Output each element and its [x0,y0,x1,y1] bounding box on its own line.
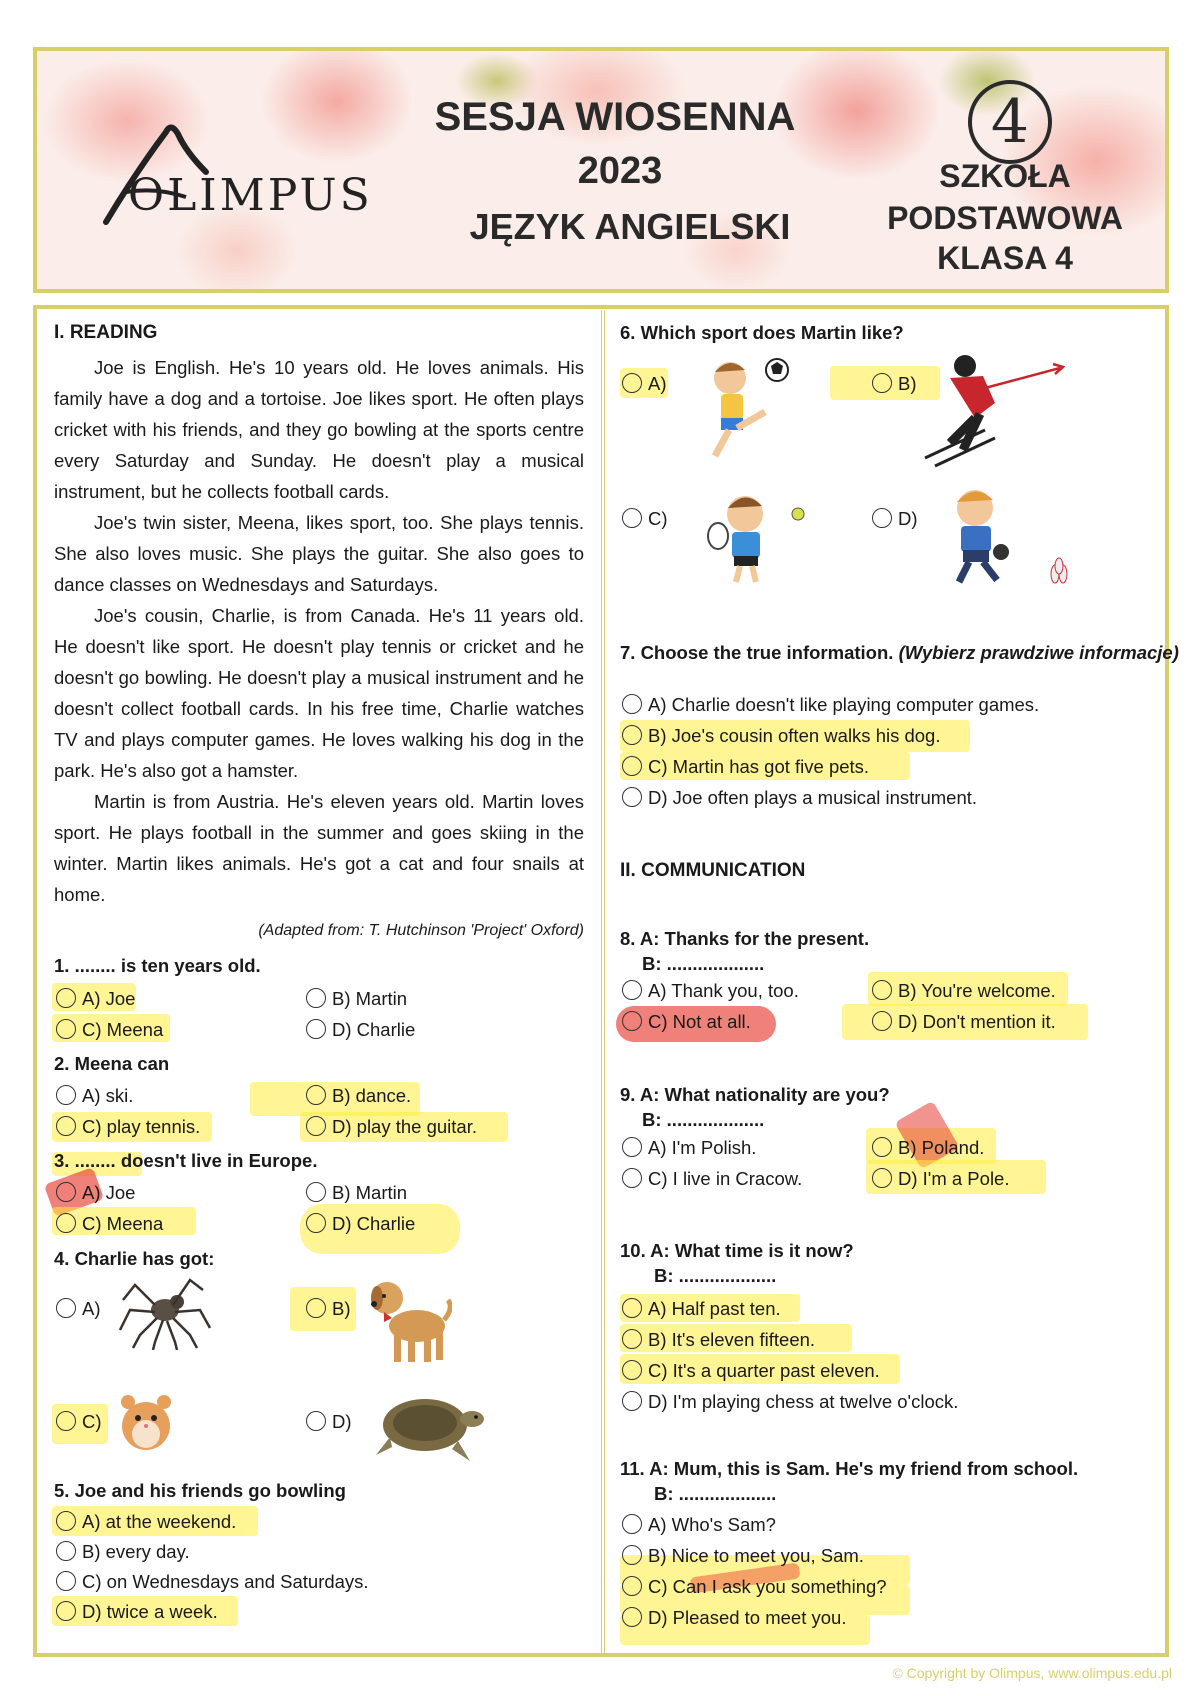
radio-circle[interactable] [56,1541,76,1561]
option-label: D) Pleased to meet you. [648,1607,847,1628]
q9-option-c[interactable] [622,1166,802,1192]
q3-option-c[interactable] [56,1211,163,1237]
radio-circle[interactable] [306,1213,326,1233]
q8-stem: 8. A: Thanks for the present. [620,928,870,949]
radio-circle[interactable] [56,1213,76,1233]
radio-circle[interactable] [306,988,326,1008]
q11-stem: 11. A: Mum, this is Sam. He's my friend from school. [620,1458,1079,1479]
option-label: D) Charlie [332,1019,416,1040]
radio-circle[interactable] [622,725,642,745]
option-label: D) Charlie [332,1213,416,1234]
q5-option-a[interactable] [56,1509,236,1535]
radio-circle[interactable] [622,787,642,807]
q8-answer-line: B: ................... [642,953,765,974]
q7-option-d[interactable] [622,785,977,811]
option-label: A) Half past ten. [648,1298,781,1319]
q11-option-a[interactable] [622,1512,776,1538]
school-line-3: KLASA 4 [937,240,1073,276]
radio-circle[interactable] [56,1571,76,1591]
option-label: B) Poland. [898,1137,985,1158]
option-label: D) play the guitar. [332,1116,477,1137]
tortoise-image [370,1385,485,1465]
school-line-2: PODSTAWOWA [887,200,1123,236]
q11-option-c[interactable] [622,1574,887,1600]
option-label: B) Joe's cousin often walks his dog. [648,725,941,746]
q5-option-c[interactable] [56,1569,369,1595]
option-label: C) I live in Cracow. [648,1168,803,1189]
q4-option-a[interactable] [56,1296,101,1322]
radio-circle[interactable] [622,980,642,1000]
q5-stem: 5. Joe and his friends go bowling [54,1480,346,1501]
radio-circle[interactable] [56,1511,76,1531]
q2-option-a[interactable] [56,1083,133,1109]
q10-option-c[interactable] [622,1358,880,1384]
subject-title: JĘZYK ANGIELSKI [469,206,791,247]
q6-option-a[interactable] [622,371,667,397]
option-label: A) [648,373,667,394]
q7-stem [620,642,1179,664]
q1-option-d[interactable] [306,1017,415,1043]
radio-circle[interactable] [622,1360,642,1380]
q11-option-d[interactable] [622,1605,846,1631]
q4-stem: 4. Charlie has got: [54,1248,215,1269]
school-line-1: SZKOŁA [939,158,1071,194]
q2-option-d[interactable] [306,1114,477,1140]
option-label: D) [332,1411,352,1432]
option-label: B) Nice to meet you, Sam. [648,1545,864,1566]
q7-option-c[interactable] [622,754,869,780]
radio-circle[interactable] [56,1085,76,1105]
radio-circle[interactable] [306,1116,326,1136]
radio-circle[interactable] [622,1545,642,1565]
option-label: A) [82,1298,101,1319]
q1-option-c[interactable] [56,1017,163,1043]
option-label: C) Meena [82,1019,164,1040]
option-label: A) ski. [82,1085,134,1106]
q5-option-d[interactable] [56,1599,218,1625]
option-label: B) [332,1298,351,1319]
option-label: C) Meena [82,1213,164,1234]
option-label: D) [898,508,918,529]
option-label: C) play tennis. [82,1116,201,1137]
spider-image [115,1270,215,1350]
q8-option-c[interactable] [622,1009,751,1035]
option-label: B) Martin [332,1182,408,1203]
reading-title: I. READING [54,322,158,343]
q3-option-d[interactable] [306,1211,415,1237]
q2-option-c[interactable] [56,1114,200,1140]
q6-stem: 6. Which sport does Martin like? [620,322,904,343]
q1-option-a[interactable] [56,986,135,1012]
grade-badge: 4 [968,80,1052,164]
q4-option-d[interactable] [306,1409,352,1435]
radio-circle[interactable] [622,1607,642,1627]
q7-option-b[interactable] [622,723,941,749]
option-label: C) Martin has got five pets. [648,756,870,777]
q10-stem: 10. A: What time is it now? [620,1240,854,1261]
source-note: (Adapted from: T. Hutchinson 'Project' Oxford) [258,922,584,939]
radio-circle[interactable] [622,1576,642,1596]
logo-text: OLIMPUS [128,170,373,221]
radio-circle[interactable] [622,373,642,393]
radio-circle[interactable] [306,1182,326,1202]
radio-circle[interactable] [306,1411,326,1431]
radio-circle[interactable] [56,988,76,1008]
radio-circle[interactable] [622,694,642,714]
q7-stem-pl: (Wybierz prawdziwe informacje) [898,642,1179,663]
radio-circle[interactable] [872,1011,892,1031]
radio-circle[interactable] [56,1019,76,1039]
q3-option-b[interactable] [306,1180,407,1206]
option-label: A) I'm Polish. [648,1137,757,1158]
option-label: A) Thank you, too. [648,980,799,1001]
q3-stem: 3. ........ doesn't live in Europe. [54,1150,318,1171]
bowling-boy-image [915,482,1075,592]
radio-circle[interactable] [622,1298,642,1318]
option-label: D) I'm a Pole. [898,1168,1010,1189]
option-label: D) I'm playing chess at twelve o'clock. [648,1391,959,1412]
option-label: B) It's eleven fifteen. [648,1329,816,1350]
q4-option-b[interactable] [306,1296,351,1322]
column-divider [601,310,605,1655]
radio-circle[interactable] [56,1601,76,1621]
q11-option-b[interactable] [622,1543,864,1569]
radio-circle[interactable] [872,1168,892,1188]
session-title: SESJA WIOSENNA [434,95,796,139]
q10-option-d[interactable] [622,1389,958,1415]
q9-answer-line: B: ................... [642,1109,765,1130]
radio-circle[interactable] [306,1298,326,1318]
option-label: A) at the weekend. [82,1511,237,1532]
q1-option-b[interactable] [306,986,407,1012]
radio-circle[interactable] [622,508,642,528]
hamster-image [118,1388,174,1452]
option-label: B) Martin [332,988,408,1009]
q6-option-d[interactable] [872,506,918,532]
radio-circle[interactable] [622,1514,642,1534]
dog-image [362,1268,452,1368]
copyright-footer: © Copyright by Olimpus, www.olimpus.edu.pl [892,1665,1172,1681]
option-label: B) You're welcome. [898,980,1056,1001]
q9-option-b[interactable] [872,1135,984,1161]
option-label: C) It's a quarter past eleven. [648,1360,880,1381]
paragraph-meena: Joe's twin sister, Meena, likes sport, too. She plays tennis. She also loves music. She plays the guitar. She also goes to dance classes on Wednesdays and Saturdays. [54,512,584,595]
option-label: A) Who's Sam? [648,1514,776,1535]
radio-circle[interactable] [622,1329,642,1349]
paragraph-joe: Joe is English. He's 10 years old. He loves animals. His family have a dog and a tortoise. Joe likes sport. He often plays cricket with his friends, and they go bowling at the sports centre every Saturday and Sunday. He doesn't play a musical instrument, but he collects football cards. [54,357,584,502]
radio-circle[interactable] [56,1182,76,1202]
tennis-boy-image [700,484,810,584]
radio-circle[interactable] [872,508,892,528]
skier-image [905,348,1065,468]
radio-circle[interactable] [872,373,892,393]
radio-circle[interactable] [622,756,642,776]
option-label: C) [82,1411,102,1432]
option-label: C) Not at all. [648,1011,751,1032]
radio-circle[interactable] [622,1168,642,1188]
q10-option-a[interactable] [622,1296,781,1322]
reading-text [54,352,584,910]
q1-stem: 1. ........ is ten years old. [54,955,261,976]
q6-option-c[interactable] [622,506,668,532]
q9-option-a[interactable] [622,1135,756,1161]
option-label: D) Don't mention it. [898,1011,1056,1032]
option-label: A) Joe [82,988,136,1009]
q2-stem: 2. Meena can [54,1053,170,1074]
radio-circle[interactable] [622,1011,642,1031]
q7-option-a[interactable] [622,692,1039,718]
option-label: C) on Wednesdays and Saturdays. [82,1571,369,1592]
radio-circle[interactable] [56,1298,76,1318]
q4-option-c[interactable] [56,1409,102,1435]
option-label: A) Joe [82,1182,136,1203]
q10-option-b[interactable] [622,1327,815,1353]
q8-option-d[interactable] [872,1009,1056,1035]
q7-stem-en: 7. Choose the true information. [620,642,894,663]
option-label: B) [898,373,917,394]
option-label: B) dance. [332,1085,412,1106]
radio-circle[interactable] [306,1085,326,1105]
option-label: B) every day. [82,1541,190,1562]
q2-option-b[interactable] [306,1083,411,1109]
option-label: C) [648,508,668,529]
q9-stem: 9. A: What nationality are you? [620,1084,890,1105]
radio-circle[interactable] [622,1391,642,1411]
radio-circle[interactable] [872,980,892,1000]
option-label: D) twice a week. [82,1601,218,1622]
option-label: C) Can I ask you something? [648,1576,887,1597]
q5-option-b[interactable] [56,1539,190,1565]
option-label: A) Charlie doesn't like playing computer games. [648,694,1040,715]
q3-option-a[interactable] [56,1180,135,1206]
communication-title: II. COMMUNICATION [620,860,806,881]
radio-circle[interactable] [306,1019,326,1039]
q10-answer-line: B: ................... [654,1265,777,1286]
q9-option-d[interactable] [872,1166,1009,1192]
q11-answer-line: B: ................... [654,1483,777,1504]
radio-circle[interactable] [56,1116,76,1136]
option-label: D) Joe often plays a musical instrument. [648,787,978,808]
paragraph-martin: Martin is from Austria. He's eleven years old. Martin loves sport. He plays football in the summer and goes skiing in the winter. Martin likes animals. He's got a cat and four snails at home. [54,791,584,905]
radio-circle[interactable] [872,1137,892,1157]
session-year: 2023 [577,150,663,192]
radio-circle[interactable] [622,1137,642,1157]
radio-circle[interactable] [56,1411,76,1431]
q8-option-b[interactable] [872,978,1056,1004]
paragraph-charlie: Joe's cousin, Charlie, is from Canada. He's 11 years old. He doesn't like sport. He doesn't play tennis or cricket and he doesn't go bowling. He doesn't play a musical instrument and he doesn't collect football cards. In his free time, Charlie watches TV and plays computer games. He loves walking his dog in the park. He's also got a hamster. [54,605,584,781]
q8-option-a[interactable] [622,978,799,1004]
football-boy-image [685,350,795,465]
